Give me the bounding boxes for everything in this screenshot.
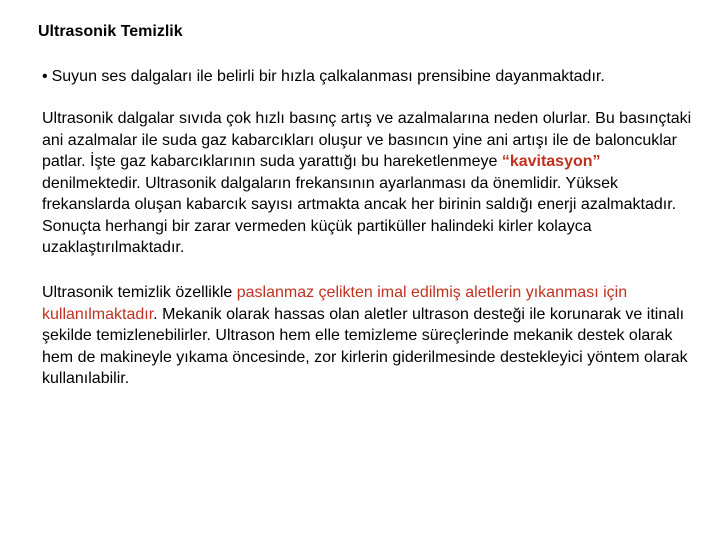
paragraph2-text-after: . Mekanik olarak hassas olan aletler ultrason desteği ile korunarak ve itinalı şekilde temizlenebilirler. Ultrason hem elle temizleme süreçlerinde mekanik destek olarak hem de makineyle yıkama öncesinde, zor kirlerin giderilmesinde destekleyici yöntem olarak kullanılabilir. [42, 305, 688, 387]
slide-title: Ultrasonik Temizlik [38, 23, 183, 40]
paragraph1-text-before: Ultrasonik dalgalar sıvıda çok hızlı basınç artış ve azalmalarına neden olurlar. Bu basınçtaki ani azalmalar ile suda gaz kabarcıkları oluşur ve basıncın yine ani artışı ile de baloncuklar patlar. İşte gaz kabarcıklarının suda yarattığı bu hareketlenmeye [42, 110, 692, 170]
stainless-steel-highlight: paslanmaz çelikten imal edilmiş aletlerin yıkanması için kullanılmaktadır [42, 284, 628, 323]
paragraph-kavitasyon [42, 108, 692, 259]
kavitasyon-keyword: “kavitasyon” [501, 153, 601, 170]
paragraph-usage [42, 282, 692, 390]
paragraph1-text-after: denilmektedir. Ultrasonik dalgaların frekansının ayarlanması da önemlidir. Yüksek frekanslarda oluşan kabarcık sayısı artmakta ancak her birinin saldığı enerji azalmaktadır. Sonuçta herhangi bir zarar vermeden küçük partiküller halindeki kirler kolayca uzaklaştırılmaktadır. [42, 174, 677, 256]
bullet-text: Suyun ses dalgaları ile belirli bir hızla çalkalanması prensibine dayanmaktadır. [51, 68, 605, 85]
paragraph2-text-before: Ultrasonik temizlik özellikle [42, 284, 237, 301]
bullet-marker: • [42, 68, 48, 85]
bullet-item [42, 66, 702, 87]
